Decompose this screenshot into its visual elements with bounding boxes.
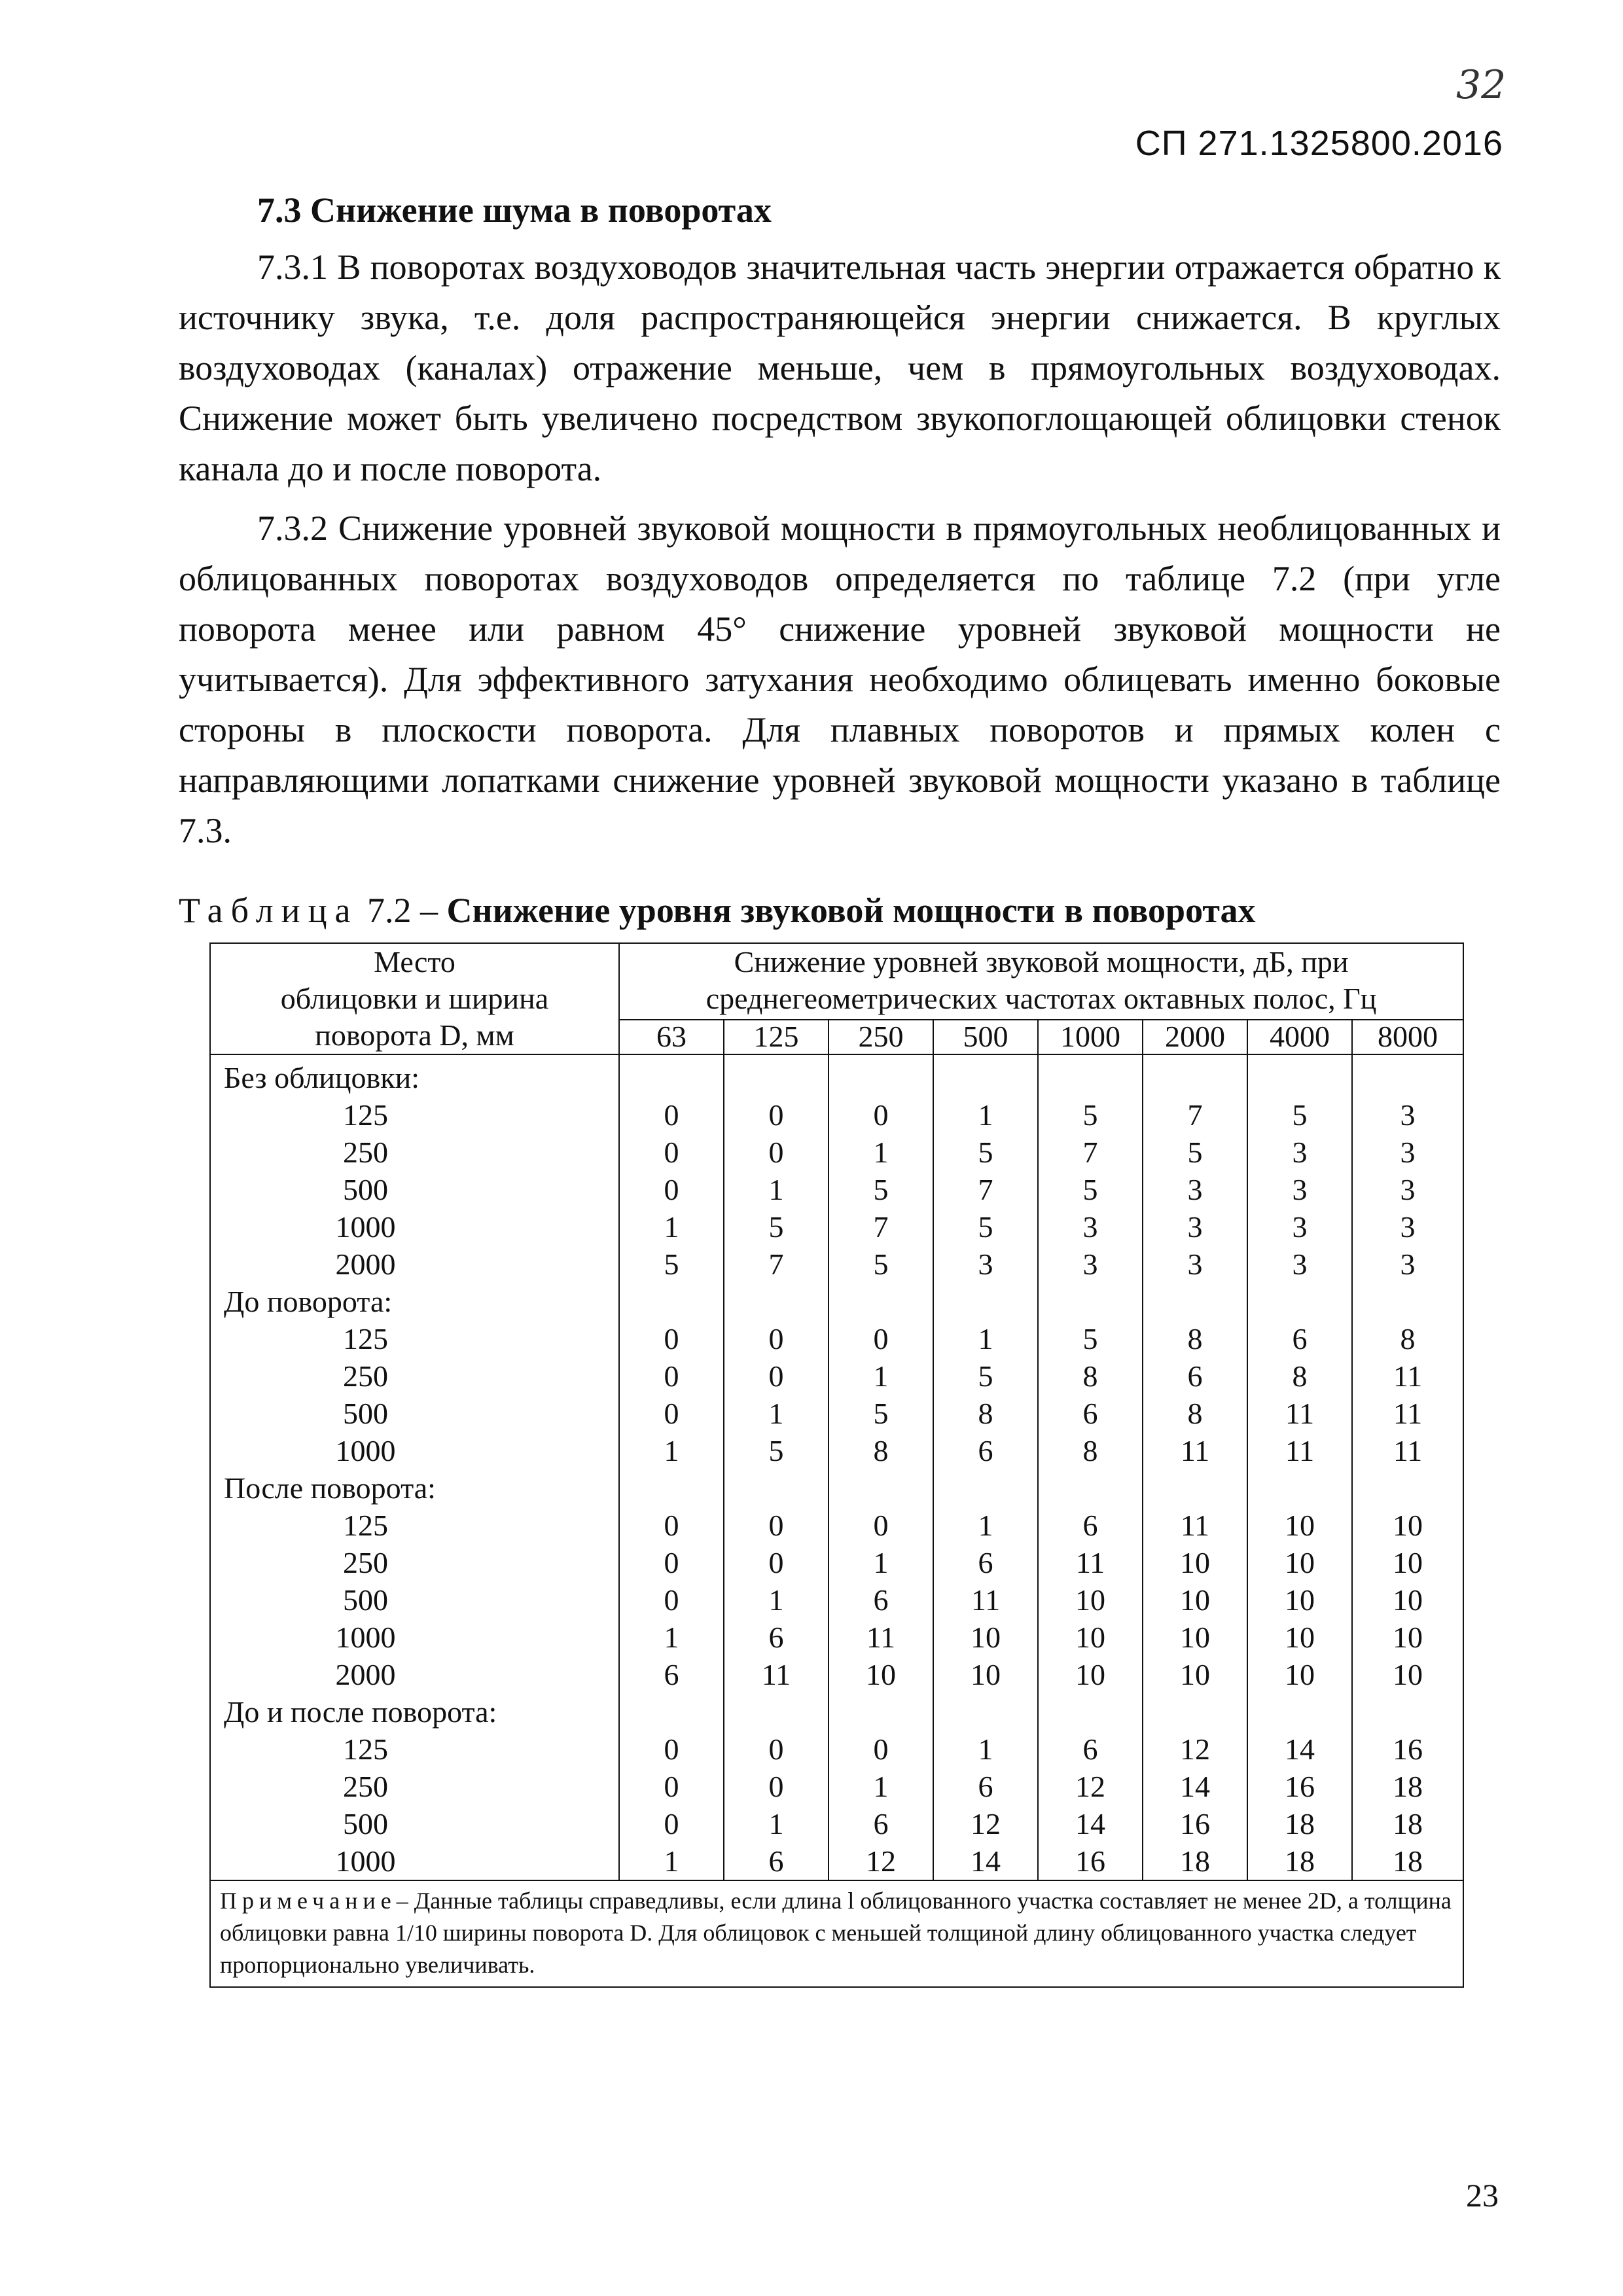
reduction-value-63: 0 [619, 1171, 724, 1208]
empty-cell [933, 1054, 1038, 1096]
reduction-value-4000: 5 [1247, 1096, 1352, 1134]
reduction-value-4000: 3 [1247, 1171, 1352, 1208]
reduction-value-250: 12 [829, 1842, 933, 1880]
reduction-value-125: 1 [724, 1395, 829, 1432]
reduction-value-1000: 6 [1038, 1731, 1143, 1768]
reduction-value-4000: 8 [1247, 1357, 1352, 1395]
empty-cell [1038, 1469, 1143, 1507]
reduction-value-1000: 5 [1038, 1096, 1143, 1134]
empty-cell [1247, 1283, 1352, 1320]
empty-cell [829, 1469, 933, 1507]
reduction-value-4000: 10 [1247, 1581, 1352, 1619]
reduction-value-500: 8 [933, 1395, 1038, 1432]
reduction-value-2000: 10 [1143, 1619, 1247, 1656]
paragraph-7-3-1: 7.3.1 В поворотах воздуховодов значительная часть энергии отражается обратно к источнику звука, т.е. доля распространяющейся энергии снижается. В круглых воздуховодах (каналах) отражение меньше, чем в прямоугольных воздуховодах. Снижение может быть увеличено посредством звукопоглощающей облицовки стенок канала до и после поворота. [179, 247, 1501, 488]
reduction-value-2000: 10 [1143, 1581, 1247, 1619]
reduction-value-250: 5 [829, 1171, 933, 1208]
reduction-value-125: 1 [724, 1805, 829, 1842]
reduction-value-8000: 10 [1352, 1656, 1463, 1693]
reduction-value-8000: 11 [1352, 1432, 1463, 1469]
reduction-value-4000: 3 [1247, 1246, 1352, 1283]
reduction-value-500: 5 [933, 1208, 1038, 1246]
reduction-value-500: 12 [933, 1805, 1038, 1842]
reduction-value-4000: 10 [1247, 1544, 1352, 1581]
reduction-value-500: 7 [933, 1171, 1038, 1208]
reduction-value-2000: 10 [1143, 1656, 1247, 1693]
note-text: – Данные таблицы справедливы, если длина l облицованного участка составляет не менее 2D, а толщина облицовки равна 1/10 ширины поворота D. Для облицовок с меньшей толщиной длину облицованного участка следует пропорционально увеличивать. [220, 1888, 1452, 1978]
reduction-value-4000: 14 [1247, 1731, 1352, 1768]
reduction-value-125: 0 [724, 1507, 829, 1544]
table-caption-number: 7.2 – [366, 891, 438, 930]
reduction-value-4000: 18 [1247, 1842, 1352, 1880]
reduction-value-250: 1 [829, 1768, 933, 1805]
table-row [210, 1656, 1463, 1693]
reduction-value-8000: 18 [1352, 1842, 1463, 1880]
empty-cell [1247, 1054, 1352, 1096]
table-row [210, 1246, 1463, 1283]
reduction-value-8000: 10 [1352, 1619, 1463, 1656]
reduction-value-63: 6 [619, 1656, 724, 1693]
reduction-value-63: 1 [619, 1432, 724, 1469]
reduction-value-125: 0 [724, 1768, 829, 1805]
table-row [210, 1619, 1463, 1656]
reduction-value-125: 0 [724, 1731, 829, 1768]
reduction-value-250: 0 [829, 1731, 933, 1768]
reduction-value-4000: 6 [1247, 1320, 1352, 1357]
empty-cell [619, 1693, 724, 1731]
table-row [210, 1357, 1463, 1395]
column-header-frequency-group [619, 943, 1463, 1020]
note-label: Примечание [220, 1888, 397, 1914]
reduction-value-125: 1 [724, 1171, 829, 1208]
section-title: 7.3 Снижение шума в поворотах [257, 190, 772, 230]
table-row [210, 1544, 1463, 1581]
reduction-value-1000: 16 [1038, 1842, 1143, 1880]
reduction-value-8000: 10 [1352, 1581, 1463, 1619]
reduction-value-63: 0 [619, 1805, 724, 1842]
reduction-value-2000: 16 [1143, 1805, 1247, 1842]
reduction-value-4000: 16 [1247, 1768, 1352, 1805]
reduction-value-63: 1 [619, 1619, 724, 1656]
group-row [210, 1693, 1463, 1731]
empty-cell [1143, 1283, 1247, 1320]
empty-cell [1143, 1693, 1247, 1731]
empty-cell [619, 1054, 724, 1096]
reduction-value-500: 6 [933, 1768, 1038, 1805]
empty-cell [1038, 1693, 1143, 1731]
row-width-value: 125 [210, 1507, 619, 1544]
row-width-value: 250 [210, 1544, 619, 1581]
reduction-value-63: 5 [619, 1246, 724, 1283]
reduction-value-2000: 7 [1143, 1096, 1247, 1134]
table-row [210, 1432, 1463, 1469]
reduction-value-8000: 10 [1352, 1544, 1463, 1581]
reduction-value-2000: 12 [1143, 1731, 1247, 1768]
group-label: До поворота: [210, 1283, 619, 1320]
column-header-location-line1: Место [374, 945, 455, 978]
reduction-value-2000: 11 [1143, 1432, 1247, 1469]
reduction-value-63: 0 [619, 1507, 724, 1544]
reduction-value-8000: 3 [1352, 1134, 1463, 1171]
reduction-value-1000: 8 [1038, 1432, 1143, 1469]
handwritten-page-number: 32 [1456, 62, 1507, 108]
row-width-value: 1000 [210, 1619, 619, 1656]
reduction-value-2000: 5 [1143, 1134, 1247, 1171]
empty-cell [1038, 1054, 1143, 1096]
reduction-value-1000: 11 [1038, 1544, 1143, 1581]
reduction-value-500: 5 [933, 1134, 1038, 1171]
reduction-value-250: 7 [829, 1208, 933, 1246]
table-row [210, 1134, 1463, 1171]
reduction-value-8000: 18 [1352, 1805, 1463, 1842]
frequency-group-line2: среднегеометрических частотах октавных полос, Гц [705, 982, 1377, 1015]
reduction-value-63: 0 [619, 1395, 724, 1432]
empty-cell [619, 1469, 724, 1507]
document-code: СП 271.1325800.2016 [1135, 124, 1503, 163]
reduction-value-500: 6 [933, 1544, 1038, 1581]
table-body [210, 1054, 1463, 1880]
reduction-value-8000: 11 [1352, 1357, 1463, 1395]
empty-cell [1143, 1469, 1247, 1507]
reduction-value-250: 8 [829, 1432, 933, 1469]
reduction-value-2000: 10 [1143, 1544, 1247, 1581]
column-header-location-line3: поворота D, мм [315, 1018, 514, 1052]
reduction-value-8000: 8 [1352, 1320, 1463, 1357]
table-caption [179, 890, 1256, 931]
reduction-value-2000: 3 [1143, 1208, 1247, 1246]
reduction-value-500: 1 [933, 1320, 1038, 1357]
reduction-value-8000: 3 [1352, 1171, 1463, 1208]
reduction-value-63: 0 [619, 1544, 724, 1581]
row-width-value: 2000 [210, 1656, 619, 1693]
reduction-value-1000: 3 [1038, 1208, 1143, 1246]
reduction-value-1000: 10 [1038, 1619, 1143, 1656]
reduction-value-63: 0 [619, 1357, 724, 1395]
table-row [210, 1731, 1463, 1768]
reduction-value-125: 0 [724, 1134, 829, 1171]
reduction-value-63: 1 [619, 1208, 724, 1246]
reduction-value-2000: 11 [1143, 1507, 1247, 1544]
table-caption-label: Таблица [179, 891, 359, 930]
empty-cell [933, 1283, 1038, 1320]
reduction-value-125: 7 [724, 1246, 829, 1283]
reduction-value-1000: 6 [1038, 1507, 1143, 1544]
reduction-value-8000: 11 [1352, 1395, 1463, 1432]
reduction-value-8000: 16 [1352, 1731, 1463, 1768]
row-width-value: 125 [210, 1320, 619, 1357]
table-row [210, 1842, 1463, 1880]
empty-cell [1247, 1693, 1352, 1731]
reduction-value-8000: 3 [1352, 1096, 1463, 1134]
reduction-value-8000: 3 [1352, 1208, 1463, 1246]
frequency-header-2000: 2000 [1143, 1020, 1247, 1054]
reduction-value-2000: 8 [1143, 1395, 1247, 1432]
table-row [210, 1395, 1463, 1432]
reduction-value-4000: 18 [1247, 1805, 1352, 1842]
group-label: После поворота: [210, 1469, 619, 1507]
reduction-value-8000: 3 [1352, 1246, 1463, 1283]
column-header-location [210, 943, 619, 1054]
row-width-value: 125 [210, 1096, 619, 1134]
empty-cell [1247, 1469, 1352, 1507]
reduction-value-250: 0 [829, 1096, 933, 1134]
row-width-value: 250 [210, 1134, 619, 1171]
reduction-value-4000: 3 [1247, 1134, 1352, 1171]
table-row [210, 1768, 1463, 1805]
note-row [210, 1880, 1463, 1987]
reduction-value-2000: 8 [1143, 1320, 1247, 1357]
reduction-value-250: 1 [829, 1134, 933, 1171]
group-label: До и после поворота: [210, 1693, 619, 1731]
reduction-value-1000: 3 [1038, 1246, 1143, 1283]
frequency-header-63: 63 [619, 1020, 724, 1054]
group-label: Без облицовки: [210, 1054, 619, 1096]
reduction-value-250: 0 [829, 1320, 933, 1357]
table-row [210, 1208, 1463, 1246]
reduction-value-2000: 3 [1143, 1246, 1247, 1283]
reduction-value-125: 5 [724, 1208, 829, 1246]
reduction-value-4000: 10 [1247, 1656, 1352, 1693]
reduction-value-4000: 10 [1247, 1507, 1352, 1544]
reduction-value-500: 11 [933, 1581, 1038, 1619]
page-number: 23 [1466, 2177, 1499, 2214]
empty-cell [1352, 1469, 1463, 1507]
row-width-value: 1000 [210, 1432, 619, 1469]
empty-cell [1352, 1054, 1463, 1096]
row-width-value: 500 [210, 1581, 619, 1619]
empty-cell [724, 1693, 829, 1731]
reduction-value-500: 1 [933, 1507, 1038, 1544]
frequency-group-line1: Снижение уровней звуковой мощности, дБ, при [734, 945, 1349, 978]
reduction-value-4000: 3 [1247, 1208, 1352, 1246]
table-note [210, 1880, 1463, 1987]
empty-cell [724, 1054, 829, 1096]
reduction-value-1000: 10 [1038, 1656, 1143, 1693]
reduction-value-1000: 12 [1038, 1768, 1143, 1805]
empty-cell [619, 1283, 724, 1320]
reduction-value-125: 0 [724, 1544, 829, 1581]
reduction-value-63: 0 [619, 1096, 724, 1134]
row-width-value: 2000 [210, 1246, 619, 1283]
empty-cell [933, 1469, 1038, 1507]
reduction-value-125: 1 [724, 1581, 829, 1619]
reduction-value-500: 10 [933, 1619, 1038, 1656]
reduction-value-1000: 10 [1038, 1581, 1143, 1619]
row-width-value: 500 [210, 1805, 619, 1842]
table-row [210, 1320, 1463, 1357]
table-row [210, 1171, 1463, 1208]
reduction-value-125: 0 [724, 1357, 829, 1395]
reduction-value-63: 0 [619, 1731, 724, 1768]
frequency-header-1000: 1000 [1038, 1020, 1143, 1054]
reduction-value-63: 0 [619, 1768, 724, 1805]
row-width-value: 500 [210, 1395, 619, 1432]
reduction-value-125: 5 [724, 1432, 829, 1469]
empty-cell [724, 1469, 829, 1507]
reduction-value-1000: 14 [1038, 1805, 1143, 1842]
group-row [210, 1469, 1463, 1507]
reduction-value-8000: 18 [1352, 1768, 1463, 1805]
reduction-value-250: 0 [829, 1507, 933, 1544]
reduction-value-4000: 11 [1247, 1395, 1352, 1432]
reduction-value-2000: 6 [1143, 1357, 1247, 1395]
table-row [210, 1805, 1463, 1842]
reduction-value-250: 1 [829, 1544, 933, 1581]
reduction-value-500: 6 [933, 1432, 1038, 1469]
noise-reduction-table [209, 942, 1464, 1988]
empty-cell [829, 1283, 933, 1320]
empty-cell [829, 1693, 933, 1731]
reduction-value-500: 5 [933, 1357, 1038, 1395]
paragraph-7-3-2: 7.3.2 Снижение уровней звуковой мощности в прямоугольных необлицованных и облицованных поворотах воздуховодов определяется по таблице 7.2 (при угле поворота менее или равном 45° снижение уровней звуковой мощности не учитывается). Для эффективного затухания необходимо облицевать именно боковые стороны в плоскости поворота. Для плавных поворотов и прямых колен с направляющими лопатками снижение уровней звуковой мощности указано в таблице 7.3. [179, 509, 1501, 850]
empty-cell [1143, 1054, 1247, 1096]
reduction-value-500: 14 [933, 1842, 1038, 1880]
reduction-value-125: 6 [724, 1619, 829, 1656]
reduction-value-63: 1 [619, 1842, 724, 1880]
empty-cell [1038, 1283, 1143, 1320]
frequency-header-250: 250 [829, 1020, 933, 1054]
reduction-value-2000: 18 [1143, 1842, 1247, 1880]
reduction-value-63: 0 [619, 1134, 724, 1171]
reduction-value-250: 5 [829, 1395, 933, 1432]
reduction-value-250: 11 [829, 1619, 933, 1656]
reduction-value-125: 0 [724, 1320, 829, 1357]
empty-cell [933, 1693, 1038, 1731]
frequency-header-4000: 4000 [1247, 1020, 1352, 1054]
reduction-value-250: 6 [829, 1805, 933, 1842]
frequency-header-500: 500 [933, 1020, 1038, 1054]
reduction-value-2000: 3 [1143, 1171, 1247, 1208]
empty-cell [829, 1054, 933, 1096]
reduction-value-125: 6 [724, 1842, 829, 1880]
row-width-value: 250 [210, 1768, 619, 1805]
reduction-value-500: 1 [933, 1096, 1038, 1134]
section-body [179, 190, 1501, 865]
row-width-value: 125 [210, 1731, 619, 1768]
reduction-value-250: 1 [829, 1357, 933, 1395]
reduction-value-250: 6 [829, 1581, 933, 1619]
table-row [210, 1581, 1463, 1619]
reduction-value-500: 3 [933, 1246, 1038, 1283]
reduction-value-1000: 7 [1038, 1134, 1143, 1171]
reduction-value-500: 10 [933, 1656, 1038, 1693]
frequency-header-125: 125 [724, 1020, 829, 1054]
reduction-value-8000: 10 [1352, 1507, 1463, 1544]
reduction-value-1000: 5 [1038, 1320, 1143, 1357]
column-header-location-line2: облицовки и ширина [280, 982, 549, 1015]
row-width-value: 1000 [210, 1842, 619, 1880]
reduction-value-63: 0 [619, 1320, 724, 1357]
reduction-value-4000: 11 [1247, 1432, 1352, 1469]
reduction-value-250: 10 [829, 1656, 933, 1693]
empty-cell [1352, 1283, 1463, 1320]
reduction-value-2000: 14 [1143, 1768, 1247, 1805]
group-row [210, 1283, 1463, 1320]
group-row [210, 1054, 1463, 1096]
empty-cell [1352, 1693, 1463, 1731]
table-caption-title: Снижение уровня звуковой мощности в поворотах [446, 891, 1256, 930]
empty-cell [724, 1283, 829, 1320]
reduction-value-125: 11 [724, 1656, 829, 1693]
reduction-value-500: 1 [933, 1731, 1038, 1768]
table-row [210, 1507, 1463, 1544]
table-row [210, 1096, 1463, 1134]
reduction-value-1000: 8 [1038, 1357, 1143, 1395]
row-width-value: 250 [210, 1357, 619, 1395]
row-width-value: 1000 [210, 1208, 619, 1246]
reduction-value-250: 5 [829, 1246, 933, 1283]
reduction-value-4000: 10 [1247, 1619, 1352, 1656]
reduction-value-125: 0 [724, 1096, 829, 1134]
row-width-value: 500 [210, 1171, 619, 1208]
reduction-value-1000: 6 [1038, 1395, 1143, 1432]
reduction-value-1000: 5 [1038, 1171, 1143, 1208]
frequency-header-8000: 8000 [1352, 1020, 1463, 1054]
reduction-value-63: 0 [619, 1581, 724, 1619]
